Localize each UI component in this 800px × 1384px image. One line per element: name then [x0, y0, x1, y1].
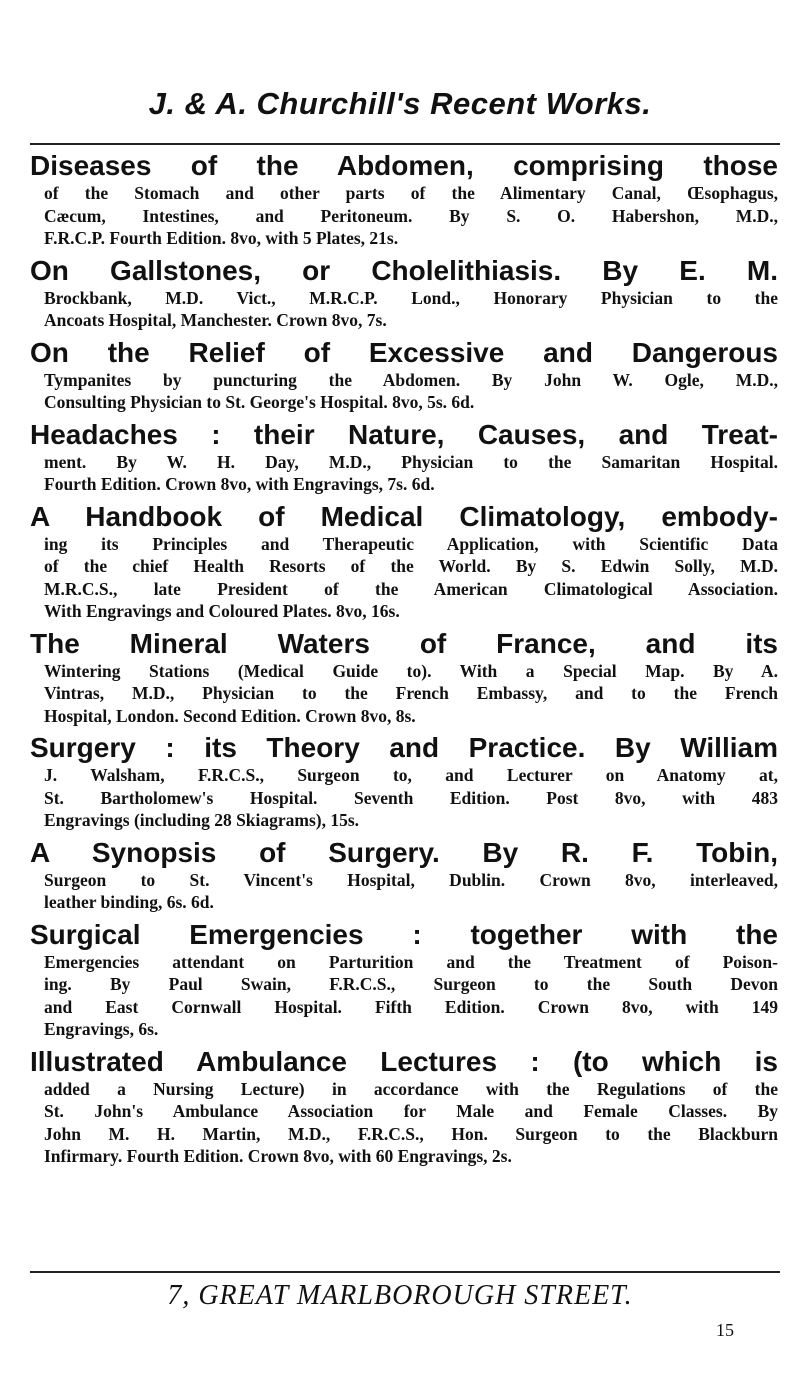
- description-line: Emergencies attendant on Parturition and the Treatment of Poison-: [44, 951, 778, 972]
- description-line: Brockbank, M.D. Vict., M.R.C.P. Lond., Honorary Physician to the: [44, 287, 778, 308]
- book-description: [44, 182, 778, 250]
- book-description: [44, 369, 778, 414]
- description-line: Engravings (including 28 Skiagrams), 15s.: [44, 810, 360, 830]
- description-line: Consulting Physician to St. George's Hospital. 8vo, 5s. 6d.: [44, 392, 475, 412]
- description-line: Tympanites by puncturing the Abdomen. By John W. Ogle, M.D.,: [44, 369, 778, 390]
- book-title: Diseases of the Abdomen, comprising those: [30, 150, 778, 181]
- book-entry: [30, 337, 778, 414]
- description-line: Surgeon to St. Vincent's Hospital, Dublin. Crown 8vo, interleaved,: [44, 869, 778, 890]
- bottom-rule: [30, 1271, 780, 1273]
- book-title: On Gallstones, or Cholelithiasis. By E. M.: [30, 254, 778, 286]
- book-title: A Handbook of Medical Climatology, embody-: [30, 500, 778, 532]
- description-line: Wintering Stations (Medical Guide to). With a Special Map. By A.: [44, 660, 778, 681]
- description-line: Infirmary. Fourth Edition. Crown 8vo, with 60 Engravings, 2s.: [44, 1146, 512, 1166]
- book-entry: [30, 1046, 778, 1168]
- description-line: ing. By Paul Swain, F.R.C.S., Surgeon to the South Devon: [44, 974, 778, 994]
- description-line: and East Cornwall Hospital. Fifth Edition. Crown 8vo, with 149: [44, 996, 778, 1017]
- entries-list: [30, 150, 778, 1173]
- description-line: M.R.C.S., late President of the American Climatological Association.: [44, 578, 778, 599]
- book-description: [44, 287, 778, 332]
- book-entry: [30, 501, 778, 623]
- book-entry: [30, 628, 778, 728]
- book-entry: [30, 919, 778, 1041]
- book-entry: [30, 150, 778, 250]
- description-line: leather binding, 6s. 6d.: [44, 892, 214, 912]
- description-line: Vintras, M.D., Physician to the French Embassy, and to the French: [44, 683, 778, 703]
- description-line: added a Nursing Lecture) in accordance with the Regulations of the: [44, 1078, 778, 1099]
- book-title: The Mineral Waters of France, and its: [30, 627, 778, 659]
- book-title: On the Relief of Excessive and Dangerous: [30, 336, 778, 368]
- description-line: Fourth Edition. Crown 8vo, with Engravings, 7s. 6d.: [44, 474, 435, 494]
- description-line: Ancoats Hospital, Manchester. Crown 8vo, 7s.: [44, 310, 387, 330]
- description-line: F.R.C.P. Fourth Edition. 8vo, with 5 Plates, 21s.: [44, 228, 399, 248]
- page-header: J. & A. Churchill's Recent Works.: [148, 86, 652, 121]
- top-rule: [30, 143, 780, 145]
- book-entry: [30, 419, 778, 496]
- book-description: [44, 764, 778, 832]
- footer-address: 7, GREAT MARLBOROUGH STREET.: [167, 1280, 633, 1311]
- book-title: Surgery : its Theory and Practice. By William: [30, 732, 778, 763]
- book-description: [44, 660, 778, 728]
- book-title: A Synopsis of Surgery. By R. F. Tobin,: [30, 836, 778, 868]
- description-line: ment. By W. H. Day, M.D., Physician to the Samaritan Hospital.: [44, 451, 778, 472]
- description-line: St. Bartholomew's Hospital. Seventh Edition. Post 8vo, with 483: [44, 787, 778, 808]
- book-description: [44, 533, 778, 623]
- book-description: [44, 951, 778, 1041]
- description-line: Engravings, 6s.: [44, 1019, 159, 1039]
- description-line: of the Stomach and other parts of the Alimentary Canal, Œsophagus,: [44, 183, 778, 203]
- description-line: J. Walsham, F.R.C.S., Surgeon to, and Lecturer on Anatomy at,: [44, 765, 778, 785]
- description-line: With Engravings and Coloured Plates. 8vo, 16s.: [44, 601, 400, 621]
- description-line: ing its Principles and Therapeutic Application, with Scientific Data: [44, 533, 778, 554]
- book-title: Headaches : their Nature, Causes, and Treat-: [30, 418, 778, 450]
- book-description: [44, 869, 778, 914]
- book-entry: [30, 255, 778, 332]
- book-entry: [30, 837, 778, 914]
- book-title: Illustrated Ambulance Lectures : (to which is: [30, 1045, 778, 1077]
- description-line: Hospital, London. Second Edition. Crown 8vo, 8s.: [44, 705, 416, 726]
- description-line: of the chief Health Resorts of the World. By S. Edwin Solly, M.D.: [44, 556, 778, 576]
- book-description: [44, 451, 778, 496]
- description-line: Cæcum, Intestines, and Peritoneum. By S. O. Habershon, M.D.,: [44, 205, 778, 226]
- page-number: 15: [716, 1320, 734, 1340]
- book-entry: [30, 732, 778, 832]
- description-line: John M. H. Martin, M.D., F.R.C.S., Hon. Surgeon to the Blackburn: [44, 1123, 778, 1144]
- description-line: St. John's Ambulance Association for Male and Female Classes. By: [44, 1101, 778, 1121]
- book-title: Surgical Emergencies : together with the: [30, 918, 778, 950]
- book-description: [44, 1078, 778, 1168]
